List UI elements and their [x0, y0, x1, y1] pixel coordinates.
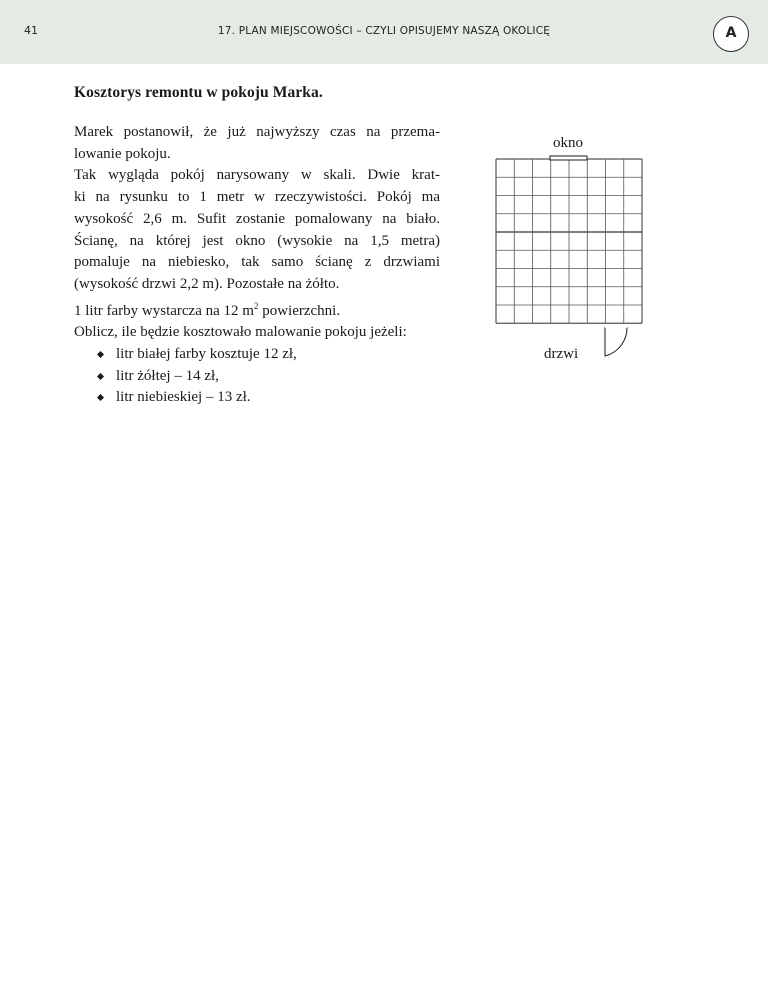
task-title: Kosztorys remontu w pokoju Marka. — [74, 84, 323, 101]
page-number: 41 — [24, 24, 38, 37]
plan-grid — [496, 159, 642, 323]
price-item — [96, 366, 440, 388]
task-line: ki na rysunku to 1 metr w rzeczywistości. Pokój ma — [74, 189, 440, 206]
task-line: lowanie pokoju. — [74, 145, 171, 162]
coverage-superscript: 2 — [253, 300, 259, 311]
task-line: Marek postanowił, że już najwyższy czas na przema- — [74, 124, 440, 140]
bullet-diamond-icon — [97, 351, 104, 358]
bullet-diamond-icon — [97, 373, 104, 380]
paint-coverage-line — [74, 296, 440, 323]
task-line: Ścianę, na której jest okno (wysokie na 1,5 metra) — [74, 232, 440, 249]
task-line: (wysokość drzwi 2,2 m). Pozostałe na żółto. — [74, 275, 340, 292]
door-swing-icon — [605, 327, 627, 356]
task-body — [74, 122, 440, 409]
price-list — [74, 344, 440, 409]
price-text: litr żółtej – 14 zł, — [116, 367, 219, 384]
coverage-text: 1 litr farby wystarcza na 12 m — [74, 302, 254, 319]
coverage-text-end: powierzchni. — [258, 302, 341, 319]
task-line: pomaluje na niebiesko, tak samo ścianę z drzwiami — [74, 254, 440, 271]
level-badge: A — [713, 16, 749, 52]
window-mark — [550, 156, 587, 160]
price-text: litr białej farby kosztuje 12 zł, — [116, 346, 297, 363]
price-item — [96, 344, 440, 366]
chapter-title: 17. PLAN MIEJSCOWOŚCI – CZYLI OPISUJEMY NASZĄ OKOLICĘ — [217, 25, 551, 37]
header-band — [0, 0, 768, 64]
task-line: wysokość 2,6 m. Sufit zostanie pomalowany na biało. — [74, 210, 440, 227]
room-plan — [480, 128, 660, 368]
price-text: litr niebieskiej – 13 zł. — [116, 389, 251, 406]
price-item — [96, 387, 440, 409]
bullet-diamond-icon — [97, 394, 104, 401]
question-line: Oblicz, ile będzie kosztowało malowanie pokoju jeżeli: — [74, 324, 407, 341]
door-label: drzwi — [544, 346, 579, 362]
task-line: Tak wygląda pokój narysowany w skali. Dwie krat- — [74, 167, 440, 184]
window-label: okno — [553, 135, 583, 151]
